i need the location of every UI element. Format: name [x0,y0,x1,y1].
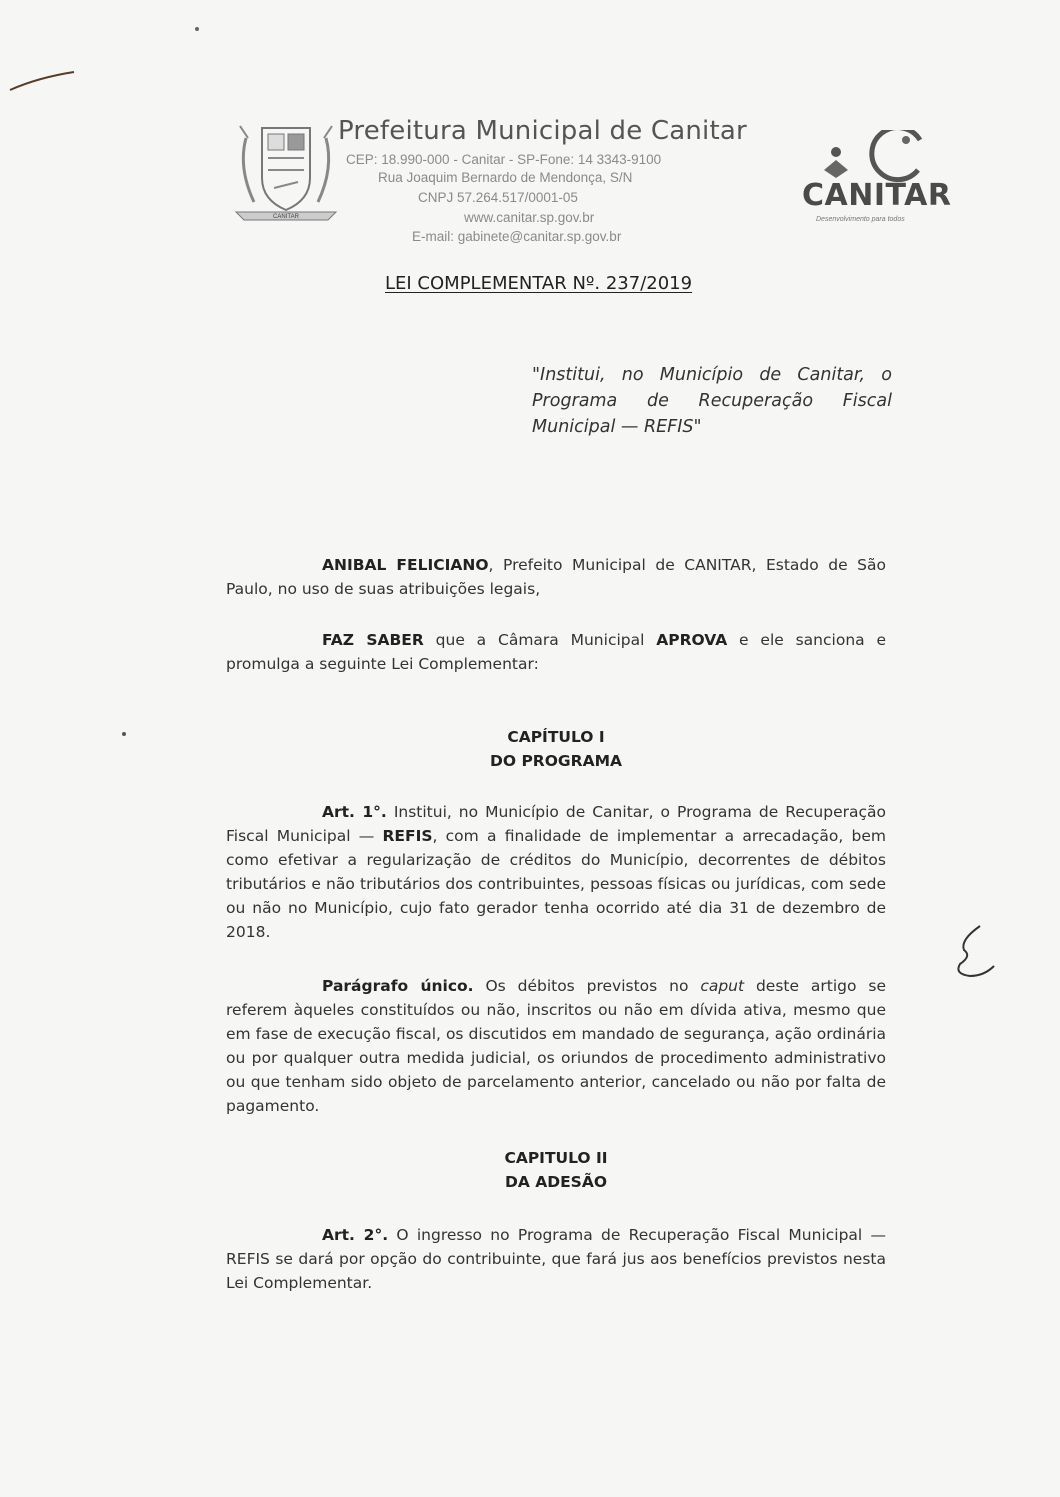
preamble-text-2b: e ele sanciona e promulga a seguinte Lei Complementar: [226,631,886,673]
refis-label: REFIS [382,827,433,845]
brand-tagline: Desenvolvimento para todos [816,216,905,223]
article-2-label: Art. 2°. [322,1226,389,1244]
letterhead-title: Prefeitura Municipal de Canitar [338,116,747,146]
caput-word: caput [700,977,745,995]
crest-label: CANITAR [273,214,299,220]
preamble-text-1: , Prefeito Municipal de CANITAR, Estado de São Paulo, no uso de suas atribuições legais, [226,556,886,598]
paragrafo-unico-text-a: Os débitos previstos no [473,977,701,995]
mayor-name: ANIBAL FELICIANO [322,556,489,574]
letterhead-website: www.canitar.sp.gov.br [464,210,595,225]
brand-name: CANITAR [802,178,952,213]
handwritten-initial-mark [950,920,1000,984]
law-title: LEI COMPLEMENTAR Nº. 237/2019 [385,273,693,294]
chapter-1-label: CAPÍTULO I [507,728,605,746]
faz-saber-label: FAZ SABER [322,631,424,649]
article-1-label: Art. 1°. [322,803,387,821]
pen-stroke-mark [8,64,78,94]
paragrafo-unico-label: Parágrafo único. [322,977,474,995]
letterhead-cep: CEP: 18.990-000 - Canitar - SP-Fone: 14 3343-9100 [346,152,662,167]
preamble-paragraph-2 [226,628,886,676]
law-ementa: "Institui, no Município de Canitar, o Programa de Recuperação Fiscal Municipal — REFIS" [532,365,892,437]
article-1 [226,800,886,944]
letterhead-cnpj: CNPJ 57.264.517/0001-05 [418,190,578,205]
aprova-label: APROVA [656,631,728,649]
chapter-2-name: DA ADESÃO [504,1173,608,1191]
letterhead-email: E-mail: gabinete@canitar.sp.gov.br [412,229,622,244]
chapter-1-name: DO PROGRAMA [490,752,622,770]
speck-mark-2 [120,730,128,738]
preamble-paragraph-1 [226,553,886,601]
speck-mark [192,24,202,34]
article-1-text-a: Institui, no Município de Canitar, o Programa de Recuperação Fiscal Municipal — [226,803,886,845]
paragrafo-unico-text-b: deste artigo se referem àqueles constituídos ou não, inscritos ou não em dívida ativa, mesmo que em fase de execução fiscal, os discutidos em mandado de segurança, ação ordinária ou por qualquer outra medida judicial, os oriundos de procedimento administrativo ou que tenham sido objeto de parcelamento anterior, cancelado ou não por falta de pagamento. [226,977,886,1115]
article-2 [226,1223,886,1295]
letterhead-address: Rua Joaquim Bernardo de Mendonça, S/N [378,170,633,185]
municipal-crest-icon [232,118,340,224]
article-2-text: O ingresso no Programa de Recuperação Fiscal Municipal — REFIS se dará por opção do contribuinte, que fará jus aos benefícios previstos nesta Lei Complementar. [226,1226,886,1292]
preamble-text-2a: que a Câmara Municipal [423,631,657,649]
article-1-text-b: , com a finalidade de implementar a arrecadação, bem como efetivar a regularização de créditos do Município, decorrentes de débitos tributários e não tributários dos contribuintes, pessoas físicas ou jurídicas, com sede ou não no Município, cujo fato gerador tenha ocorrido até dia 31 de dezembro de 2018. [226,827,887,941]
paragrafo-unico [226,974,886,1118]
chapter-2-label: CAPITULO II [504,1149,608,1167]
